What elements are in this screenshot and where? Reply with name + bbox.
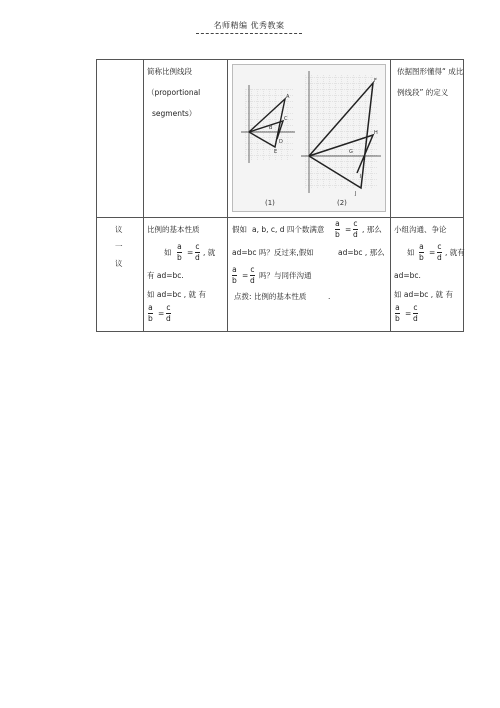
denominator: d (195, 252, 200, 262)
fraction-a-over-b (419, 243, 424, 261)
numerator: c (437, 242, 442, 251)
english-term-line2: segments） (152, 109, 197, 118)
numerator: a (335, 219, 340, 228)
group-discussion-title: 小组沟通、争论 (394, 225, 447, 234)
denominator: b (335, 229, 340, 239)
question-then-label: , 那么 (362, 225, 382, 234)
equals-sign: = (429, 248, 436, 257)
equals-sign: = (242, 271, 249, 280)
row1-col2-cell (144, 60, 228, 218)
row1-col1-cell (97, 60, 144, 218)
figure2-point-label: I (360, 174, 362, 180)
equals-sign: = (158, 309, 165, 318)
fraction-a-over-b (395, 304, 400, 322)
page-header: 名师精编 优秀教案 (213, 21, 285, 30)
table-row (97, 60, 464, 218)
table-row (97, 218, 464, 332)
header-divider (196, 33, 302, 34)
product-statement: 有 ad=bc. (147, 271, 184, 280)
if-label: 如 (164, 248, 172, 257)
figure1-point-label: A (286, 94, 290, 100)
proportional-segment-term: 简称比例线段 (147, 67, 192, 76)
figure1-point-label: E (274, 149, 278, 155)
fraction-a-over-b (177, 243, 182, 261)
fraction-c-over-d (413, 304, 418, 322)
question-line2-part1: ad=bc 吗？反过来,假如 (232, 248, 314, 257)
definition-note-line2: 例线段” 的定义 (397, 88, 449, 97)
fraction-c-over-d (353, 220, 358, 238)
discuss-char-2: 一 (115, 242, 123, 251)
hint-line: 点拨: 比例的基本性质 (234, 292, 307, 301)
then-label: , 就 (203, 248, 216, 257)
equals-sign: = (405, 309, 412, 318)
numerator: a (177, 242, 182, 251)
denominator: b (177, 252, 182, 262)
figure2-point-label: H (374, 130, 378, 136)
numerator: c (166, 303, 171, 312)
fraction-c-over-d (437, 243, 442, 261)
figure1-point-label: D (279, 139, 283, 145)
figure2-caption: (2) (337, 199, 347, 207)
english-term-line1: （proportional (147, 88, 201, 97)
question-line2-part2: ad=bc , 那么 (338, 248, 385, 257)
fraction-a-over-b (335, 220, 340, 238)
question-if-label: 假如 (232, 225, 247, 234)
numerator: a (148, 303, 153, 312)
figure2-point-label: J (355, 191, 357, 197)
denominator: b (232, 275, 237, 285)
denominator: b (419, 252, 424, 262)
numerator: a (232, 265, 237, 274)
row2-col1-cell (97, 218, 144, 332)
then-label: , 就有 (445, 248, 465, 257)
numerator: c (250, 265, 255, 274)
equals-sign: = (187, 248, 194, 257)
row2-col4-cell (391, 218, 464, 332)
fraction-a-over-b (148, 304, 153, 322)
denominator: b (148, 313, 153, 323)
if-label: 如 (407, 248, 415, 257)
figure1-caption: (1) (265, 199, 275, 207)
equals-sign: = (345, 225, 352, 234)
row1-col4-cell (391, 60, 464, 218)
converse-statement: 如 ad=bc , 就 有 (394, 290, 453, 299)
row2-col3-cell (228, 218, 391, 332)
fraction-c-over-d (195, 243, 200, 261)
numerator: c (353, 219, 358, 228)
lesson-table (96, 59, 464, 332)
figure2-point-label: G (349, 149, 353, 155)
definition-note-line1: 依据图形懂得“ 成比 (397, 67, 464, 76)
denominator: d (437, 252, 442, 262)
fraction-c-over-d (166, 304, 171, 322)
figure1-point-label: C (284, 116, 288, 122)
question-variables: a, b, c, d 四个数满意 (252, 225, 325, 234)
discuss-char-1: 议 (115, 225, 123, 234)
discuss-char-3: 议 (115, 259, 123, 268)
hint-dot: . (328, 292, 331, 301)
proportional-segments-figure (233, 65, 385, 211)
basic-property-title: 比例的基本性质 (147, 225, 200, 234)
numerator: c (195, 242, 200, 251)
numerator: c (413, 303, 418, 312)
row1-figure-cell (228, 60, 391, 218)
numerator: a (419, 242, 424, 251)
denominator: d (413, 313, 418, 323)
numerator: a (395, 303, 400, 312)
figure1-point-label: B (269, 125, 273, 131)
figure2-point-label: F (374, 78, 377, 84)
converse-statement: 如 ad=bc , 就 有 (147, 290, 206, 299)
denominator: d (250, 275, 255, 285)
grid-figures-image (232, 64, 386, 212)
row2-col2-cell (144, 218, 228, 332)
question-line3: 吗？与同伴沟通 (259, 271, 312, 280)
product-statement: ad=bc. (394, 271, 421, 280)
denominator: d (166, 313, 171, 323)
fraction-a-over-b (232, 266, 237, 284)
fraction-c-over-d (250, 266, 255, 284)
denominator: d (353, 229, 358, 239)
denominator: b (395, 313, 400, 323)
figure2-grid (305, 75, 377, 189)
